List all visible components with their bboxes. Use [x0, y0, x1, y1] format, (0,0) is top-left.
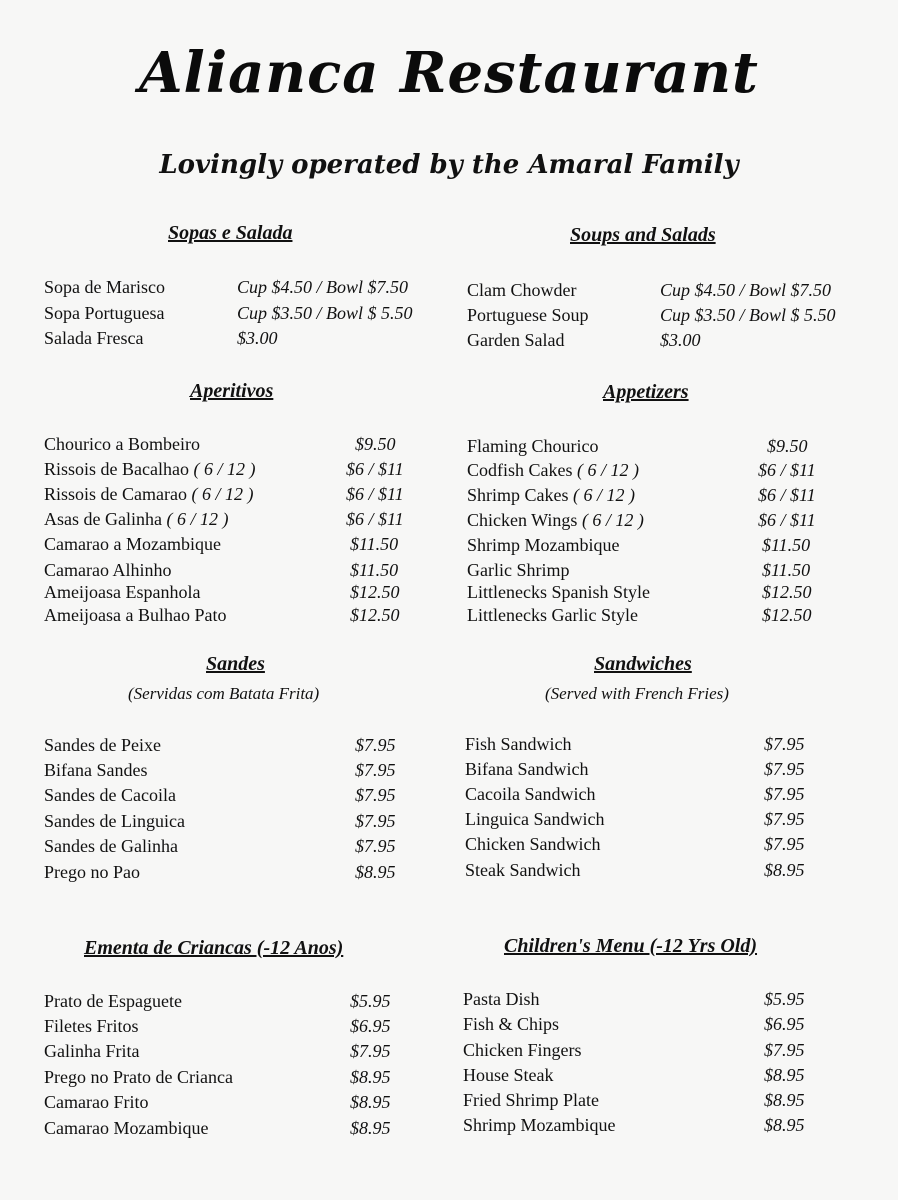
menu-item	[44, 860, 444, 885]
menu-item	[462, 1063, 872, 1088]
item-price: $8.95	[764, 1090, 805, 1110]
menu-item	[44, 1090, 444, 1115]
item-name: Garden Salad	[467, 330, 565, 350]
item-name: Garlic Shrimp	[467, 560, 570, 580]
menu-item	[44, 758, 444, 783]
item-name: Prego no Prato de Crianca	[44, 1067, 233, 1087]
item-qty: ( 6 / 12 )	[191, 484, 254, 504]
menu-item	[462, 1088, 872, 1113]
menu-item	[44, 1039, 444, 1064]
menu-item	[44, 580, 444, 605]
section-title: Sandwiches	[594, 653, 692, 675]
item-name: Littlenecks Spanish Style	[467, 582, 650, 602]
item-name: Shrimp Mozambique	[463, 1115, 616, 1135]
item-price: $7.95	[764, 809, 805, 829]
menu-item	[462, 603, 872, 628]
item-name: House Steak	[463, 1065, 554, 1085]
item-name: Ameijoasa Espanhola	[44, 582, 201, 602]
item-name: Flaming Chourico	[467, 436, 599, 456]
menu-item	[462, 807, 872, 832]
item-price: $6 / $11	[758, 510, 816, 530]
menu-item	[44, 989, 444, 1014]
item-price: $6.95	[764, 1014, 805, 1034]
item-price: $8.95	[764, 860, 805, 880]
item-name: Asas de Galinha	[44, 509, 162, 529]
menu-item	[462, 533, 872, 558]
menu-item	[462, 858, 872, 883]
menu-item	[44, 783, 444, 808]
menu-item	[44, 326, 444, 351]
menu-item	[462, 434, 872, 459]
item-name: Sandes de Cacoila	[44, 785, 176, 805]
item-price: $8.95	[764, 1065, 805, 1085]
item-name: Prego no Pao	[44, 862, 140, 882]
menu-item	[462, 278, 872, 303]
menu-item	[44, 834, 444, 859]
item-price: $7.95	[350, 1041, 391, 1061]
section-title: Aperitivos	[190, 380, 274, 402]
menu-item	[44, 809, 444, 834]
menu-item	[44, 482, 444, 507]
item-price: $8.95	[350, 1092, 391, 1112]
item-qty: ( 6 / 12 )	[193, 459, 256, 479]
item-price: $7.95	[355, 811, 396, 831]
menu-item	[462, 732, 872, 757]
item-qty: ( 6 / 12 )	[577, 460, 639, 480]
item-name: Fish Sandwich	[465, 734, 572, 754]
item-price: $6.95	[350, 1016, 391, 1036]
item-name: Cacoila Sandwich	[465, 784, 596, 804]
section-title: Appetizers	[603, 381, 689, 403]
menu-item	[462, 328, 872, 353]
item-price: $11.50	[350, 534, 399, 554]
menu-item	[44, 1065, 444, 1090]
menu-item	[462, 1012, 872, 1037]
item-price: $7.95	[764, 759, 805, 779]
item-name: Littlenecks Garlic Style	[467, 605, 638, 625]
item-name: Codfish Cakes	[467, 460, 573, 480]
item-price: $3.00	[237, 328, 278, 348]
item-price: $7.95	[764, 834, 805, 854]
menu-item	[44, 603, 444, 628]
item-price: $6 / $11	[346, 509, 404, 529]
item-name: Camarao Alhinho	[44, 560, 172, 580]
menu-item	[44, 275, 444, 300]
item-name: Bifana Sandwich	[465, 759, 589, 779]
section-note: (Served with French Fries)	[545, 684, 729, 703]
item-name: Sopa de Marisco	[44, 277, 165, 297]
item-price: $7.95	[355, 760, 396, 780]
menu-item	[44, 432, 444, 457]
section-title: Children's Menu (-12 Yrs Old)	[504, 935, 758, 957]
item-price: $11.50	[762, 560, 811, 580]
item-price: $9.50	[767, 436, 808, 456]
item-price: $7.95	[764, 784, 805, 804]
menu-item	[44, 1116, 444, 1141]
item-qty: ( 6 / 12 )	[166, 509, 229, 529]
item-name: Sandes de Peixe	[44, 735, 161, 755]
section-title: Ementa de Criancas (-12 Anos)	[84, 937, 344, 959]
menu-item	[44, 733, 444, 758]
item-name: Camarao a Mozambique	[44, 534, 221, 554]
item-price: $8.95	[764, 1115, 805, 1135]
menu-item	[462, 757, 872, 782]
item-name: Clam Chowder	[467, 280, 577, 300]
item-name: Steak Sandwich	[465, 860, 581, 880]
item-price: $7.95	[764, 1040, 805, 1060]
item-name: Pasta Dish	[463, 989, 540, 1009]
item-name: Camarao Frito	[44, 1092, 149, 1112]
menu-item	[462, 458, 872, 483]
item-name: Salada Fresca	[44, 328, 144, 348]
item-price: $12.50	[762, 582, 812, 602]
item-price: $8.95	[350, 1067, 391, 1087]
restaurant-title: Alianca Restaurant	[139, 40, 759, 106]
menu-item	[44, 507, 444, 532]
item-price: $8.95	[355, 862, 396, 882]
item-price: $7.95	[355, 735, 396, 755]
item-price: $6 / $11	[758, 460, 816, 480]
item-name: Chourico a Bombeiro	[44, 434, 200, 454]
item-price: $7.95	[764, 734, 805, 754]
subtitle: Lovingly operated by the Amaral Family	[159, 150, 739, 180]
menu-item	[462, 508, 872, 533]
item-name: Camarao Mozambique	[44, 1118, 209, 1138]
item-price: Cup $3.50 / Bowl $ 5.50	[660, 305, 836, 325]
item-price: $11.50	[762, 535, 811, 555]
item-name: Sandes de Galinha	[44, 836, 178, 856]
item-price: $3.00	[660, 330, 701, 350]
item-name: Fried Shrimp Plate	[463, 1090, 599, 1110]
item-price: $12.50	[350, 582, 400, 602]
item-name: Shrimp Mozambique	[467, 535, 620, 555]
section-title: Sandes	[206, 653, 265, 675]
item-qty: ( 6 / 12 )	[573, 485, 635, 505]
item-name: Sandes de Linguica	[44, 811, 185, 831]
item-name: Rissois de Camarao	[44, 484, 187, 504]
item-qty: ( 6 / 12 )	[581, 510, 644, 530]
item-price: Cup $4.50 / Bowl $7.50	[237, 277, 409, 297]
item-price: $12.50	[762, 605, 812, 625]
item-name: Prato de Espaguete	[44, 991, 182, 1011]
item-name: Filetes Fritos	[44, 1016, 139, 1036]
item-name: Ameijoasa a Bulhao Pato	[44, 605, 227, 625]
menu-item	[44, 301, 444, 326]
section-title: Sopas e Salada	[168, 222, 293, 244]
menu-item	[462, 832, 872, 857]
menu-item	[462, 303, 872, 328]
item-name: Chicken Wings	[467, 510, 578, 530]
menu-item	[44, 532, 444, 557]
item-price: $5.95	[350, 991, 391, 1011]
item-name: Fish & Chips	[463, 1014, 560, 1034]
menu-item	[462, 1038, 872, 1063]
menu-item	[462, 782, 872, 807]
item-price: $11.50	[350, 560, 399, 580]
section-title: Soups and Salads	[570, 224, 716, 246]
item-price: $6 / $11	[346, 484, 404, 504]
item-price: $5.95	[764, 989, 805, 1009]
item-name: Rissois de Bacalhao	[44, 459, 189, 479]
item-price: $6 / $11	[346, 459, 404, 479]
menu-item	[44, 1014, 444, 1039]
item-price: Cup $4.50 / Bowl $7.50	[660, 280, 832, 300]
item-name: Linguica Sandwich	[465, 809, 605, 829]
item-name: Chicken Fingers	[463, 1040, 582, 1060]
item-name: Portuguese Soup	[467, 305, 589, 325]
item-price: $6 / $11	[758, 485, 816, 505]
item-name: Galinha Frita	[44, 1041, 140, 1061]
item-name: Shrimp Cakes	[467, 485, 569, 505]
item-name: Bifana Sandes	[44, 760, 148, 780]
item-name: Chicken Sandwich	[465, 834, 601, 854]
item-price: $12.50	[350, 605, 400, 625]
item-price: $9.50	[355, 434, 396, 454]
item-name: Sopa Portuguesa	[44, 303, 165, 323]
item-price: $7.95	[355, 836, 396, 856]
item-price: $7.95	[355, 785, 396, 805]
menu-item	[462, 483, 872, 508]
menu-item	[44, 457, 444, 482]
item-price: Cup $3.50 / Bowl $ 5.50	[237, 303, 413, 323]
menu-item	[462, 580, 872, 605]
menu-item	[462, 1113, 872, 1138]
menu-item	[462, 987, 872, 1012]
section-note: (Servidas com Batata Frita)	[128, 684, 320, 703]
item-price: $8.95	[350, 1118, 391, 1138]
